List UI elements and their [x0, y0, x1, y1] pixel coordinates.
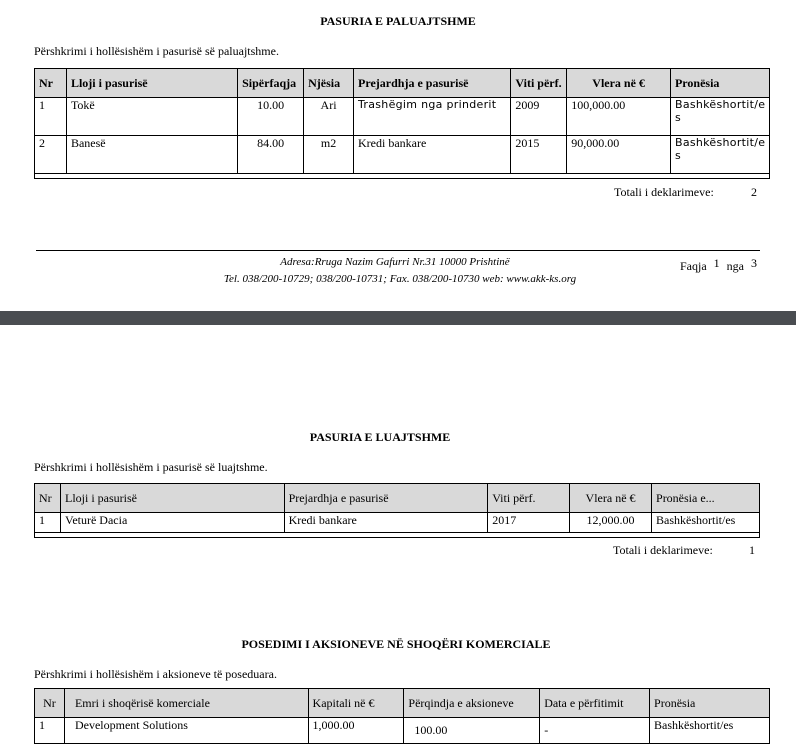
table-row: [35, 718, 770, 744]
col-header: Vlera në €: [567, 69, 671, 98]
col-header: Emri i shoqërisë komerciale: [64, 689, 308, 718]
cell-ownership: [670, 136, 769, 174]
cell-type: Banesë: [66, 136, 237, 174]
footer-address: Adresa:Rruga Nazim Gafurri Nr.31 10000 Prishtinë: [280, 256, 510, 268]
col-header: Pronësia: [670, 69, 769, 98]
col-header: Pronësia: [650, 689, 770, 718]
cell-percentage: 100.00: [404, 718, 540, 744]
cell-nr: 1: [35, 98, 67, 136]
cell-ownership: Bashkëshortit/es: [650, 718, 770, 744]
table-row-spacer: [35, 533, 760, 538]
cell-origin: Kredi bankare: [284, 513, 488, 533]
total-label-immovable: Totali i deklarimeve:: [614, 185, 714, 199]
spacer-cell: [35, 533, 760, 538]
cell-date: -: [540, 718, 650, 744]
col-header: Lloji i pasurisë: [66, 69, 237, 98]
cell-type: Tokë: [66, 98, 237, 136]
page-total: 3: [751, 256, 757, 270]
ownership-line: s: [674, 111, 681, 124]
total-value-movable: 1: [749, 543, 755, 557]
section-title-shares: POSEDIMI I AKSIONEVE NË SHOQËRI KOMERCIALE: [241, 637, 551, 651]
ownership-line: s: [674, 149, 681, 162]
col-header: Kapitali në €: [308, 689, 404, 718]
shares-table: [34, 688, 770, 744]
cell-area: 10.00: [238, 98, 304, 136]
col-header: Përqindja e aksioneve: [404, 689, 540, 718]
cell-nr: 1: [35, 513, 61, 533]
page-break-divider: [0, 311, 796, 325]
col-header: Lloji i pasurisë: [60, 484, 284, 513]
cell-ownership: Bashkëshortit/es: [652, 513, 760, 533]
page-indicator: [680, 256, 757, 274]
table-row: [35, 98, 770, 136]
total-value-immovable: 2: [751, 185, 757, 199]
cell-value: 100,000.00: [567, 98, 671, 136]
table-row: [35, 136, 770, 174]
table-header-row: [35, 69, 770, 98]
cell-origin: Trashëgim nga prinderit: [354, 98, 511, 136]
cell-unit: Ari: [304, 98, 354, 136]
col-header: Vlera në €: [570, 484, 652, 513]
section-desc-shares: Përshkrimi i hollësishëm i aksioneve të poseduara.: [34, 667, 277, 681]
cell-area: 84.00: [238, 136, 304, 174]
section-desc-movable: Përshkrimi i hollësishëm i pasurisë së luajtshme.: [34, 460, 268, 474]
total-label-movable: Totali i deklarimeve:: [613, 543, 713, 557]
col-header: Nr: [35, 69, 67, 98]
cell-nr: 1: [35, 718, 65, 744]
table-header-row: [35, 484, 760, 513]
cell-ownership: [670, 98, 769, 136]
cell-value: 12,000.00: [570, 513, 652, 533]
section-title-immovable: PASURIA E PALUAJTSHME: [320, 14, 476, 28]
cell-year: 2009: [511, 98, 567, 136]
spacer-cell: [35, 174, 770, 179]
ownership-line: Bashkëshortit/e: [674, 136, 766, 149]
cell-unit: m2: [304, 136, 354, 174]
cell-year: 2017: [488, 513, 570, 533]
movable-property-table: [34, 483, 760, 538]
col-header: Nr: [35, 689, 65, 718]
cell-type: Veturë Dacia: [60, 513, 284, 533]
footer-contacts: Tel. 038/200-10729; 038/200-10731; Fax. 038/200-10730 web: www.akk-ks.org: [223, 273, 577, 285]
footer-rule: [36, 250, 760, 251]
table-row-spacer: [35, 174, 770, 179]
page-number: 1: [713, 256, 720, 270]
col-header: Njësia: [304, 69, 354, 98]
cell-nr: 2: [35, 136, 67, 174]
cell-origin: Kredi bankare: [354, 136, 511, 174]
col-header: Prejardhja e pasurisë: [354, 69, 511, 98]
table-row: [35, 513, 760, 533]
col-header: Nr: [35, 484, 61, 513]
ownership-line: Bashkëshortit/e: [674, 98, 766, 111]
col-header: Sipërfaqja: [238, 69, 304, 98]
col-header: Prejardhja e pasurisë: [284, 484, 488, 513]
cell-year: 2015: [511, 136, 567, 174]
cell-value: 90,000.00: [567, 136, 671, 174]
section-desc-immovable: Përshkrimi i hollësishëm i pasurisë së paluajtshme.: [34, 44, 279, 58]
table-header-row: [35, 689, 770, 718]
col-header: Data e përfitimit: [540, 689, 650, 718]
of-label: nga: [726, 259, 744, 273]
cell-company: Development Solutions: [64, 718, 308, 744]
immovable-property-table: [34, 68, 770, 179]
col-header: Viti përf.: [511, 69, 567, 98]
cell-capital: 1,000.00: [308, 718, 404, 744]
page-label: Faqja: [680, 259, 707, 273]
col-header: Viti përf.: [488, 484, 570, 513]
col-header: Pronësia e...: [652, 484, 760, 513]
section-title-movable: PASURIA E LUAJTSHME: [309, 430, 451, 444]
